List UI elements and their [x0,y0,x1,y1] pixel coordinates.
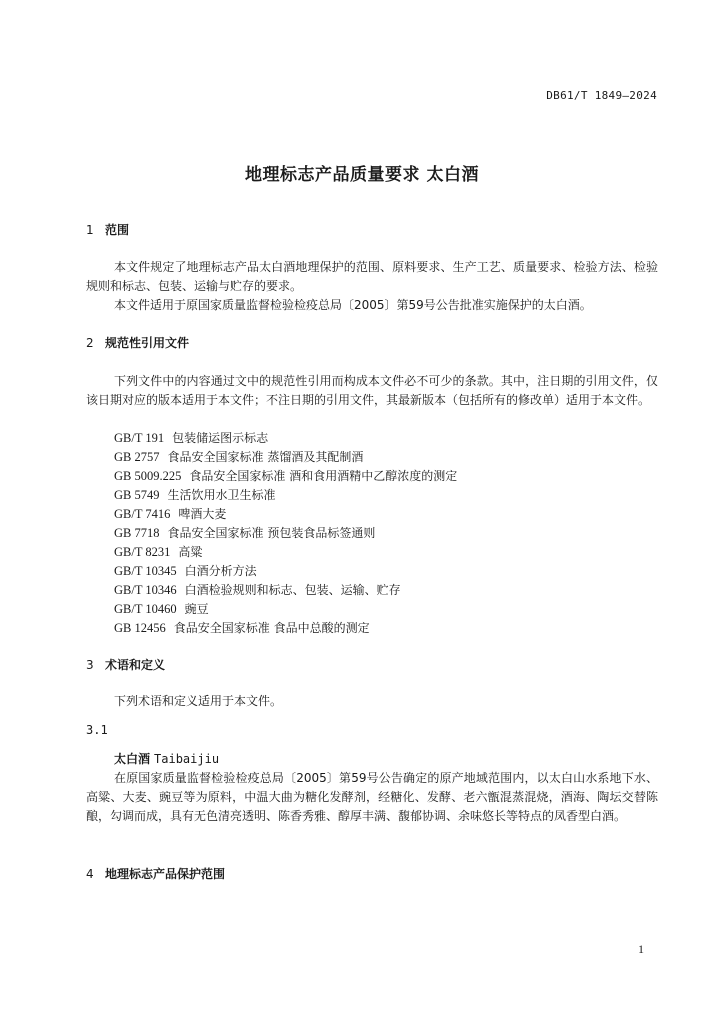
reference-item [114,619,370,638]
reference-item [114,486,276,505]
reference-item [114,429,268,448]
section-title: 范围 [105,223,130,237]
reference-code: GB 2757 [114,450,160,464]
reference-item [114,543,202,562]
reference-item [114,467,457,486]
reference-item [114,600,209,619]
section-number: 1 [86,223,94,237]
reference-name: 食品安全国家标准 酒和食用酒精中乙醇浓度的测定 [189,469,458,483]
reference-code: GB/T 7416 [114,507,171,521]
term-name-en: Taibaijiu [154,752,220,766]
reference-name: 食品安全国家标准 食品中总酸的测定 [173,621,370,635]
section-title: 地理标志产品保护范围 [105,867,226,881]
reference-name: 食品安全国家标准 蒸馏酒及其配制酒 [167,450,364,464]
page-number: 1 [638,942,644,956]
reference-name: 豌豆 [184,602,209,616]
normative-intro: 下列文件中的内容通过文中的规范性引用而构成本文件必不可少的条款。其中，注日期的引用文件，仅该日期对应的版本适用于本文件；不注日期的引用文件，其最新版本（包括所有的修改单）适用于本文件。 [86,374,658,407]
reference-name: 白酒分析方法 [184,564,257,578]
reference-name: 食品安全国家标准 预包装食品标签通则 [167,526,376,540]
scope-paragraph-1: 本文件规定了地理标志产品太白酒地理保护的范围、原料要求、生产工艺、质量要求、检验方法、检验规则和标志、包装、运输与贮存的要求。 [86,260,658,293]
document-code: DB61/T 1849—2024 [546,89,657,102]
reference-name: 高粱 [178,545,203,559]
page-title: 地理标志产品质量要求 太白酒 [245,165,479,185]
reference-code: GB 5009.225 [114,469,182,483]
scope-paragraph-2: 本文件适用于原国家质量监督检验检疫总局〔2005〕第59号公告批准实施保护的太白酒。 [114,298,592,312]
reference-code: GB/T 8231 [114,545,171,559]
section-number: 4 [86,867,94,881]
term-name-cn: 太白酒 [114,752,151,766]
reference-code: GB 12456 [114,621,166,635]
section-number: 2 [86,336,94,350]
reference-item [114,562,257,581]
section-heading-3 [86,656,165,673]
reference-name: 啤酒大麦 [178,507,227,521]
section-title: 术语和定义 [105,658,166,672]
reference-item [114,448,363,467]
terms-intro: 下列术语和定义适用于本文件。 [114,694,283,708]
reference-item [114,505,226,524]
section-title: 规范性引用文件 [105,336,190,350]
section-number: 3 [86,658,94,672]
reference-code: GB 7718 [114,526,160,540]
reference-name: 包装储运图示标志 [172,431,269,445]
reference-code: GB 5749 [114,488,160,502]
section-heading-2 [86,334,189,351]
reference-code: GB/T 191 [114,431,165,445]
reference-name: 生活饮用水卫生标准 [167,488,276,502]
reference-name: 白酒检验规则和标志、包装、运输、贮存 [184,583,401,597]
section-heading-4 [86,865,225,882]
reference-item [114,524,375,543]
reference-code: GB/T 10346 [114,583,177,597]
reference-code: GB/T 10345 [114,564,177,578]
reference-code: GB/T 10460 [114,602,177,616]
term-number: 3.1 [86,723,108,737]
term-definition: 在原国家质量监督检验检疫总局〔2005〕第59号公告确定的原产地域范围内，以太白山水系地下水、高粱、大麦、豌豆等为原料，中温大曲为糖化发酵剂，经糖化、发酵、老六甑混蒸混烧，酒海、陶坛交替陈酿，勾调而成，具有无色清亮透明、陈香秀雅、醇厚丰满、馥郁协调、余味悠长等特点的凤香型白酒。 [86,771,658,823]
section-heading-1 [86,221,129,238]
term-name [114,750,219,767]
reference-item [114,581,401,600]
